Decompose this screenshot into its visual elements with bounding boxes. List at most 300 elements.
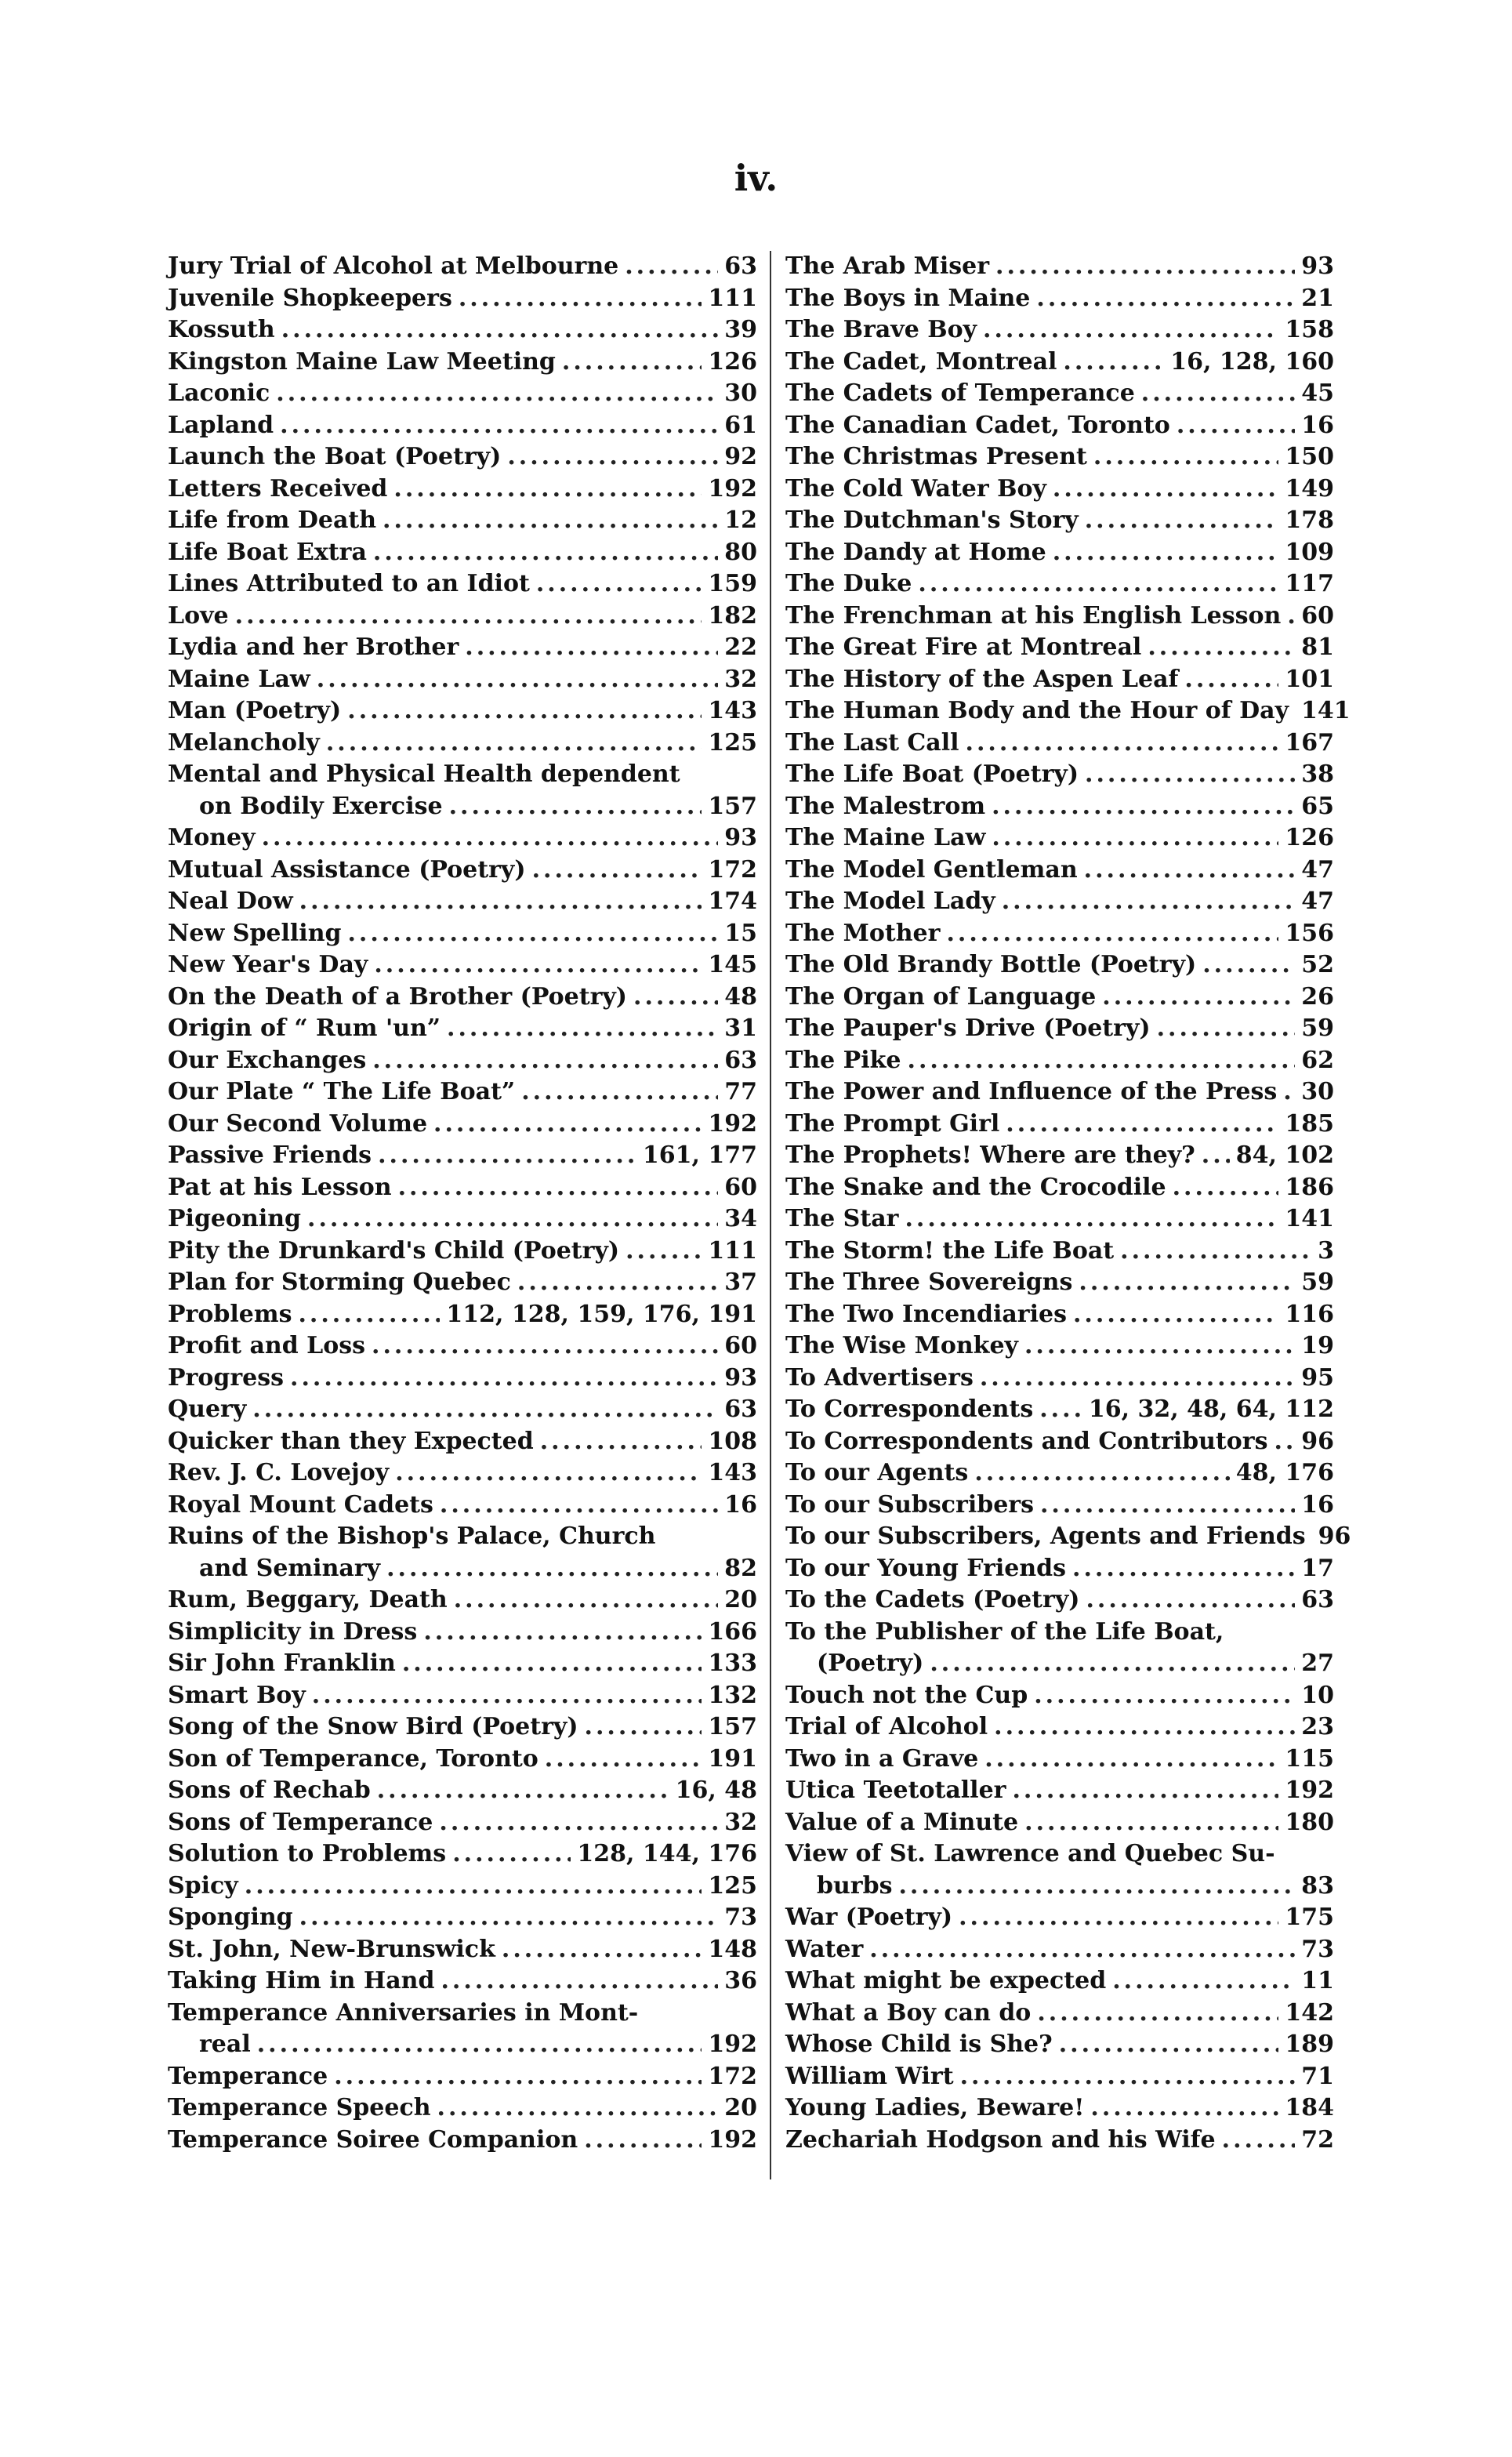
index-entry xyxy=(785,568,1334,601)
leader-dots xyxy=(465,632,718,664)
index-entry xyxy=(785,1203,1334,1236)
leader-dots xyxy=(540,1426,702,1458)
leader-dots xyxy=(395,1457,702,1490)
entry-pages: 109 xyxy=(1285,538,1334,566)
entry-pages: 16, 32, 48, 64, 112 xyxy=(1088,1395,1334,1423)
leader-dots xyxy=(625,251,718,283)
entry-title: on Bodily Exercise xyxy=(199,792,443,820)
entry-pages: 16, 128, 160 xyxy=(1170,347,1334,376)
index-entry xyxy=(168,1109,757,1141)
index-entry xyxy=(168,1172,757,1204)
page-number: iv. xyxy=(734,157,778,199)
entry-pages: 186 xyxy=(1285,1173,1334,1201)
entry-title: Kingston Maine Law Meeting xyxy=(168,347,556,376)
index-entry xyxy=(785,1711,1334,1744)
entry-title: Profit and Loss xyxy=(168,1332,366,1359)
leader-dots xyxy=(1141,378,1295,410)
entry-pages: 65 xyxy=(1301,792,1334,820)
leader-dots xyxy=(347,918,718,950)
leader-dots xyxy=(1084,855,1296,887)
index-entry xyxy=(785,1807,1334,1839)
entry-title: Rum, Beggary, Death xyxy=(168,1586,448,1613)
index-entry xyxy=(785,1045,1334,1077)
entry-pages: 166 xyxy=(708,1617,757,1646)
leader-dots xyxy=(930,1648,1295,1680)
index-entry xyxy=(168,2061,757,2093)
entry-pages: 111 xyxy=(708,1236,757,1265)
entry-pages: 95 xyxy=(1301,1363,1334,1392)
entry-title: Rev. J. C. Lovejoy xyxy=(168,1459,390,1486)
index-entry xyxy=(168,1045,757,1077)
leader-dots xyxy=(532,855,702,887)
leader-dots xyxy=(898,1871,1295,1903)
entry-title: The Dandy at Home xyxy=(785,538,1046,566)
entry-pages: 115 xyxy=(1285,1744,1334,1773)
leader-dots xyxy=(1184,664,1278,696)
entry-title: What might be expected xyxy=(785,1967,1107,1994)
entry-pages: 116 xyxy=(1285,1300,1334,1328)
leader-dots xyxy=(262,822,719,855)
index-entry xyxy=(785,283,1334,315)
leader-dots xyxy=(1024,1330,1295,1363)
leader-dots xyxy=(1102,982,1295,1014)
entry-title: The Old Brandy Bottle (Poetry) xyxy=(785,951,1197,978)
entry-pages: 191 xyxy=(708,1744,757,1773)
entry-pages: 141 xyxy=(1285,1205,1334,1232)
entry-title: Son of Temperance, Toronto xyxy=(168,1744,538,1773)
entry-pages: 16 xyxy=(1301,1490,1334,1519)
index-entry xyxy=(168,886,757,918)
index-entry xyxy=(785,1426,1334,1458)
entry-title: Simplicity in Dress xyxy=(168,1617,418,1646)
leader-dots xyxy=(966,728,1279,760)
entry-pages: 112, 128, 159, 176, 191 xyxy=(446,1300,757,1328)
leader-dots xyxy=(1287,601,1295,633)
entry-title: Our Plate “ The Life Boat” xyxy=(168,1078,516,1105)
leader-dots xyxy=(281,314,719,347)
leader-dots xyxy=(280,410,718,442)
entry-pages: 77 xyxy=(724,1078,757,1105)
index-entry xyxy=(785,728,1334,760)
entry-pages: 60 xyxy=(1301,601,1334,630)
entry-pages: 12 xyxy=(724,506,757,534)
entry-title: The Frenchman at his English Lesson xyxy=(785,601,1282,630)
index-entry xyxy=(785,601,1334,633)
entry-pages: 38 xyxy=(1301,760,1334,788)
entry-title: Utica Teetotaller xyxy=(785,1777,1006,1804)
entry-title: Touch not the Cup xyxy=(785,1681,1028,1709)
index-entry xyxy=(785,1299,1334,1331)
entry-title: Life Boat Extra xyxy=(168,538,367,566)
index-entry xyxy=(168,2125,757,2157)
leader-dots xyxy=(1012,1775,1278,1807)
entry-title: The Cold Water Boy xyxy=(785,474,1046,503)
leader-dots xyxy=(1059,2029,1279,2061)
index-entry xyxy=(168,347,757,379)
entry-title: Love xyxy=(168,601,229,630)
entry-title: Neal Dow xyxy=(168,887,293,915)
index-entry xyxy=(785,347,1334,379)
entry-pages: 34 xyxy=(724,1205,757,1232)
index-entry xyxy=(785,1521,1351,1553)
index-column-right xyxy=(785,251,1351,2156)
index-entry xyxy=(785,632,1334,664)
index-entry xyxy=(168,1838,757,1871)
entry-title: Sir John Franklin xyxy=(168,1649,396,1677)
entry-title: Ruins of the Bishop's Palace, Church xyxy=(168,1522,656,1550)
entry-pages: 81 xyxy=(1301,633,1334,661)
leader-dots xyxy=(994,1711,1295,1744)
entry-title: The Prophets! Where are they? xyxy=(785,1141,1195,1169)
leader-dots xyxy=(1173,1172,1279,1204)
leader-dots xyxy=(562,347,702,379)
entry-title: Melancholy xyxy=(168,728,320,757)
index-entry xyxy=(168,1680,757,1712)
index-entry xyxy=(168,695,757,728)
entry-pages: 157 xyxy=(708,1713,757,1740)
entry-pages: 143 xyxy=(708,1459,757,1486)
leader-dots xyxy=(402,1648,702,1680)
entry-title: The Duke xyxy=(785,570,912,597)
leader-dots xyxy=(1053,537,1279,569)
entry-pages: 37 xyxy=(724,1268,757,1296)
entry-pages: 157 xyxy=(708,792,757,820)
leader-dots xyxy=(441,1965,718,1998)
index-entry xyxy=(168,1902,757,1934)
leader-dots xyxy=(1222,2125,1296,2157)
index-entry xyxy=(168,791,757,823)
entry-title: The Two Incendiaries xyxy=(785,1300,1067,1328)
entry-pages: 10 xyxy=(1301,1681,1334,1709)
entry-title: Progress xyxy=(168,1363,285,1392)
leader-dots xyxy=(992,822,1278,855)
leader-dots xyxy=(1036,283,1295,315)
leader-dots xyxy=(1079,1267,1295,1299)
index-entry xyxy=(785,1394,1334,1426)
leader-dots xyxy=(1085,759,1295,791)
entry-title: The Christmas Present xyxy=(785,443,1087,470)
entry-pages: 93 xyxy=(724,824,757,851)
index-entry xyxy=(168,918,757,950)
leader-dots xyxy=(299,1902,719,1934)
entry-pages: 145 xyxy=(708,951,757,978)
index-entry xyxy=(168,2092,757,2125)
entry-pages: 175 xyxy=(1285,1904,1334,1931)
entry-pages: 125 xyxy=(708,1871,757,1900)
entry-pages: 52 xyxy=(1301,951,1334,978)
entry-title: Lapland xyxy=(168,411,274,439)
leader-dots xyxy=(378,1140,636,1172)
index-entry xyxy=(168,664,757,696)
leader-dots xyxy=(1053,474,1278,506)
entry-title: New Spelling xyxy=(168,919,342,947)
entry-pages: 11 xyxy=(1301,1967,1334,1994)
entry-pages: 150 xyxy=(1285,443,1334,470)
index-entry xyxy=(785,822,1334,855)
entry-pages: 96 xyxy=(1318,1522,1351,1550)
leader-dots xyxy=(517,1267,718,1299)
leader-dots xyxy=(377,1775,669,1807)
index-entry xyxy=(168,1363,757,1395)
index-entry xyxy=(168,1553,757,1585)
leader-dots xyxy=(423,1617,702,1649)
entry-title: To our Subscribers, Agents and Friends xyxy=(785,1522,1306,1550)
leader-dots xyxy=(584,2125,702,2157)
entry-pages: 73 xyxy=(1301,1935,1334,1963)
index-entry xyxy=(785,1998,1334,2030)
entry-title: Our Exchanges xyxy=(168,1046,367,1074)
index-entry xyxy=(168,982,757,1014)
index-entry xyxy=(785,1617,1334,1649)
entry-title: Passive Friends xyxy=(168,1141,372,1169)
entry-title: Song of the Snow Bird (Poetry) xyxy=(168,1713,578,1740)
entry-title: To Correspondents xyxy=(785,1395,1034,1423)
entry-title: Taking Him in Hand xyxy=(168,1967,435,1994)
entry-title: Spicy xyxy=(168,1871,238,1900)
index-entry xyxy=(785,1871,1334,1903)
index-entry xyxy=(168,2029,757,2061)
leader-dots xyxy=(235,601,702,633)
entry-pages: 174 xyxy=(708,887,757,915)
entry-pages: 133 xyxy=(708,1649,757,1677)
entry-title: The Power and Influence of the Press xyxy=(785,1078,1278,1105)
index-entry xyxy=(785,505,1334,537)
entry-pages: 26 xyxy=(1301,982,1334,1011)
entry-title: Whose Child is She? xyxy=(785,2031,1053,2058)
entry-title: Mental and Physical Health dependent xyxy=(168,760,680,788)
index-entry xyxy=(785,886,1334,918)
index-entry xyxy=(785,1140,1334,1172)
leader-dots xyxy=(1085,505,1279,537)
entry-pages: 80 xyxy=(724,538,757,566)
leader-dots xyxy=(312,1680,702,1712)
index-entry xyxy=(785,2125,1334,2157)
index-entry xyxy=(785,1680,1334,1712)
index-entry xyxy=(785,1457,1334,1490)
leader-dots xyxy=(447,1013,718,1045)
entry-title: (Poetry) xyxy=(817,1649,924,1677)
entry-title: Jury Trial of Alcohol at Melbourne xyxy=(168,252,619,280)
entry-pages: 32 xyxy=(724,665,757,693)
index-entry xyxy=(168,1267,757,1299)
index-entry xyxy=(168,474,757,506)
index-entry xyxy=(168,1711,757,1744)
entry-title: Sons of Temperance xyxy=(168,1808,433,1836)
index-entry xyxy=(785,251,1334,283)
entry-pages: 48, 176 xyxy=(1235,1459,1334,1486)
leader-dots xyxy=(433,1109,702,1141)
leader-dots xyxy=(276,378,718,410)
entry-pages: 63 xyxy=(724,1046,757,1074)
index-entry xyxy=(785,1109,1334,1141)
index-entry xyxy=(168,537,757,569)
entry-title: The Mother xyxy=(785,919,941,947)
entry-title: The Cadet, Montreal xyxy=(785,347,1057,376)
index-entry xyxy=(168,1457,757,1490)
entry-title: What a Boy can do xyxy=(785,1998,1032,2027)
entry-title: Pat at his Lesson xyxy=(168,1173,392,1201)
index-entry xyxy=(168,1934,757,1966)
entry-title: Temperance Anniversaries in Mont- xyxy=(168,1998,639,2027)
leader-dots xyxy=(383,505,718,537)
entry-title: To our Agents xyxy=(785,1459,969,1486)
entry-title: Sponging xyxy=(168,1904,293,1931)
leader-dots xyxy=(1112,1965,1295,1998)
leader-dots xyxy=(454,1584,719,1617)
leader-dots xyxy=(372,1330,718,1363)
entry-title: Problems xyxy=(168,1300,292,1328)
index-entry xyxy=(785,1363,1334,1395)
entry-title: Launch the Boat (Poetry) xyxy=(168,443,502,470)
index-entry xyxy=(785,1172,1334,1204)
entry-title: Origin of “ Rum 'un” xyxy=(168,1014,441,1042)
index-column-left xyxy=(168,251,757,2156)
entry-title: The Last Call xyxy=(785,728,959,757)
entry-title: The Human Body and the Hour of Day xyxy=(785,697,1289,724)
entry-pages: 27 xyxy=(1301,1649,1334,1677)
entry-pages: 48 xyxy=(724,982,757,1011)
entry-pages: 117 xyxy=(1285,570,1334,597)
leader-dots xyxy=(393,474,702,506)
index-entry xyxy=(168,568,757,601)
leader-dots xyxy=(1093,441,1278,474)
entry-title: Zechariah Hodgson and his Wife xyxy=(785,2125,1216,2154)
index-entry xyxy=(785,1013,1334,1045)
entry-pages: 16, 48 xyxy=(675,1777,757,1804)
entry-title: The Organ of Language xyxy=(785,982,1097,1011)
entry-title: Our Second Volume xyxy=(168,1109,428,1138)
entry-title: The Maine Law xyxy=(785,824,986,851)
index-entry xyxy=(168,1807,757,1839)
entry-title: Pity the Drunkard's Child (Poetry) xyxy=(168,1236,620,1265)
entry-pages: 30 xyxy=(724,379,757,407)
entry-title: Temperance Speech xyxy=(168,2094,431,2121)
entry-pages: 62 xyxy=(1301,1046,1334,1074)
leader-dots xyxy=(1063,347,1164,379)
entry-pages: 72 xyxy=(1301,2125,1334,2154)
index-entry xyxy=(168,1076,757,1109)
leader-dots xyxy=(1037,1998,1278,2030)
entry-pages: 148 xyxy=(708,1935,757,1963)
index-entry xyxy=(168,1617,757,1649)
entry-title: The Star xyxy=(785,1205,899,1232)
entry-pages: 126 xyxy=(708,347,757,376)
entry-title: The Wise Monkey xyxy=(785,1332,1018,1359)
entry-title: Quicker than they Expected xyxy=(168,1427,534,1455)
index-entry xyxy=(785,410,1334,442)
index-entry xyxy=(785,1648,1334,1680)
leader-dots xyxy=(1006,1109,1278,1141)
entry-pages: 149 xyxy=(1285,474,1334,503)
index-entry xyxy=(785,855,1334,887)
entry-title: The Great Fire at Montreal xyxy=(785,633,1142,661)
entry-pages: 189 xyxy=(1285,2031,1334,2058)
index-entry xyxy=(785,695,1351,728)
index-entry xyxy=(785,982,1334,1014)
leader-dots xyxy=(317,664,719,696)
index-entry xyxy=(785,1553,1334,1585)
entry-pages: 192 xyxy=(708,2031,757,2058)
leader-dots xyxy=(625,1236,702,1268)
entry-title: Maine Law xyxy=(168,665,310,693)
leader-dots xyxy=(507,441,718,474)
entry-pages: 192 xyxy=(1285,1777,1334,1804)
index-entry xyxy=(785,949,1334,982)
leader-dots xyxy=(633,982,718,1014)
entry-pages: 63 xyxy=(1301,1586,1334,1613)
entry-title: The Canadian Cadet, Toronto xyxy=(785,411,1170,439)
entry-pages: 141 xyxy=(1301,697,1351,724)
leader-dots xyxy=(536,568,702,601)
leader-dots xyxy=(372,1045,718,1077)
index-entry xyxy=(168,1648,757,1680)
entry-title: Juvenile Shopkeepers xyxy=(168,284,452,312)
index-entry xyxy=(168,1140,757,1172)
index-entry xyxy=(168,1330,757,1363)
leader-dots xyxy=(1034,1680,1295,1712)
entry-pages: 32 xyxy=(724,1808,757,1836)
index-entry xyxy=(168,1394,757,1426)
entry-pages: 60 xyxy=(724,1173,757,1201)
leader-dots xyxy=(1157,1013,1296,1045)
leader-dots xyxy=(257,2029,702,2061)
index-entry xyxy=(785,1236,1334,1268)
entry-pages: 16 xyxy=(724,1490,757,1519)
entry-title: The Pauper's Drive (Poetry) xyxy=(785,1014,1151,1042)
leader-dots xyxy=(960,2061,1296,2093)
entry-title: The Malestrom xyxy=(785,792,986,820)
entry-title: and Seminary xyxy=(199,1554,381,1582)
entry-pages: 128, 144, 176 xyxy=(577,1840,757,1867)
entry-pages: 132 xyxy=(708,1681,757,1709)
index-entry xyxy=(785,664,1334,696)
entry-pages: 93 xyxy=(724,1363,757,1392)
leader-dots xyxy=(974,1457,1229,1490)
index-entry xyxy=(785,2029,1334,2061)
entry-pages: 16 xyxy=(1301,411,1334,439)
entry-pages: 172 xyxy=(708,2062,757,2090)
entry-pages: 96 xyxy=(1301,1427,1334,1455)
leader-dots xyxy=(439,1807,718,1839)
index-entry xyxy=(168,855,757,887)
entry-pages: 19 xyxy=(1301,1332,1334,1359)
index-entry xyxy=(168,314,757,347)
entry-pages: 182 xyxy=(708,601,757,630)
entry-title: real xyxy=(199,2031,251,2058)
index-entry xyxy=(785,537,1334,569)
entry-title: Mutual Assistance (Poetry) xyxy=(168,855,526,884)
index-entry xyxy=(785,1076,1334,1109)
entry-pages: 63 xyxy=(724,252,757,280)
index-entry xyxy=(168,822,757,855)
entry-title: On the Death of a Brother (Poetry) xyxy=(168,982,627,1011)
entry-title: Trial of Alcohol xyxy=(785,1713,988,1740)
entry-title: Sons of Rechab xyxy=(168,1777,371,1804)
entry-pages: 108 xyxy=(708,1427,757,1455)
leader-dots xyxy=(869,1934,1295,1966)
leader-dots xyxy=(299,886,702,918)
entry-title: The Life Boat (Poetry) xyxy=(785,760,1079,788)
entry-pages: 45 xyxy=(1301,379,1334,407)
entry-title: Temperance Soiree Companion xyxy=(168,2125,578,2154)
leader-dots xyxy=(347,695,702,728)
leader-dots xyxy=(905,1203,1278,1236)
entry-pages: 143 xyxy=(708,697,757,724)
entry-title: Plan for Storming Quebec xyxy=(168,1268,511,1296)
entry-pages: 47 xyxy=(1301,855,1334,884)
entry-title: Smart Boy xyxy=(168,1681,306,1709)
entry-pages: 22 xyxy=(724,633,757,661)
